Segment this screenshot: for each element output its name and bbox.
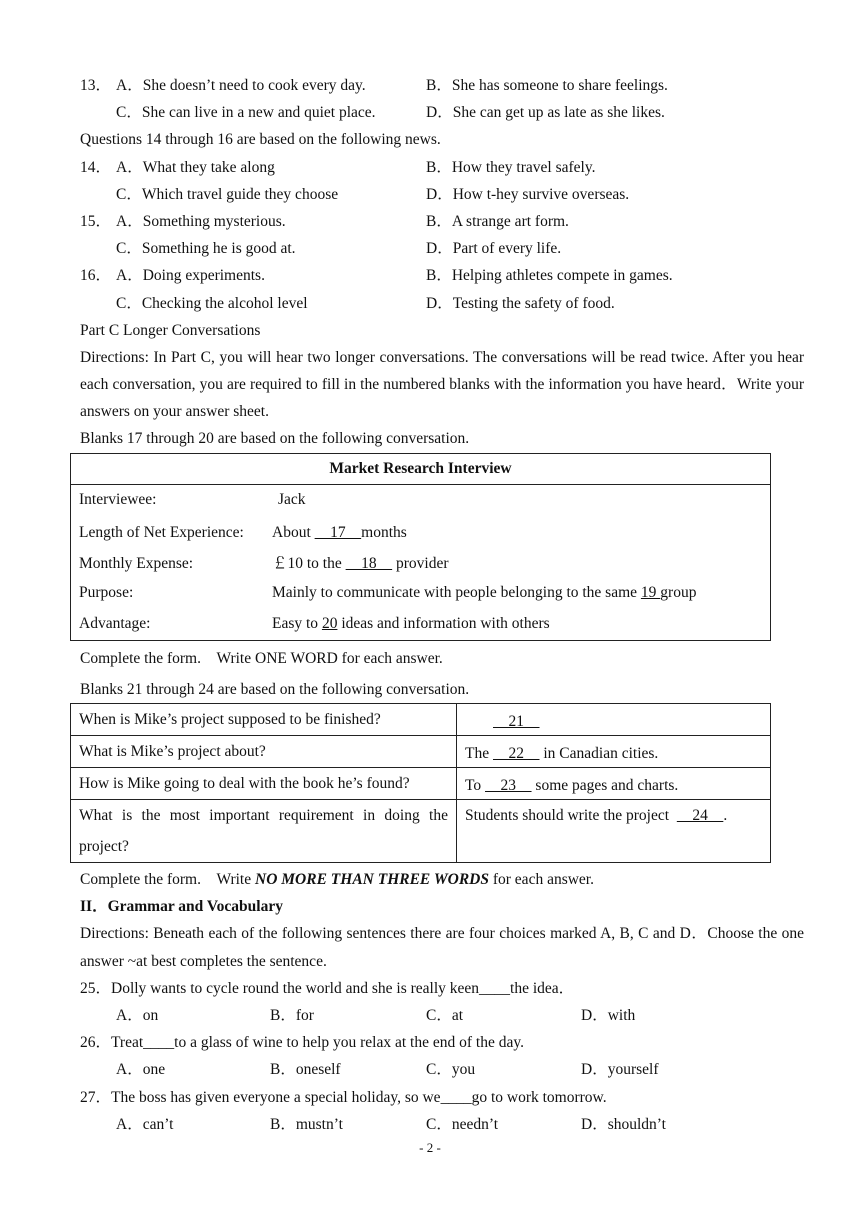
option-d: D．shouldn’t xyxy=(581,1115,666,1133)
table-row xyxy=(71,736,771,768)
option-d: D．with xyxy=(581,1006,636,1024)
section-intro: Blanks 21 through 24 are based on the following conversation. xyxy=(80,680,470,698)
answer-text: The xyxy=(465,744,490,762)
option-c: C．Checking the alcohol level xyxy=(116,294,308,312)
row-value: months xyxy=(361,524,407,542)
blank-22: 22 xyxy=(492,744,540,762)
answer-text: in Canadian cities. xyxy=(543,744,659,762)
instruction-text: for each answer. xyxy=(492,871,594,889)
blank-17: 17 xyxy=(314,524,362,542)
blank-23: 23 xyxy=(485,776,532,794)
option-a: A．What they take along xyxy=(116,158,275,176)
question-cell: What is Mike’s project about? xyxy=(71,736,457,768)
option-a: A．Doing experiments. xyxy=(116,267,265,285)
section-intro: Questions 14 through 16 are based on the following news. xyxy=(80,131,441,149)
part-c-directions: Directions: In Part C, you will hear two longer conversations. The conversations will be read twice. After you hear each conversation, you are required to fill in the numbered blanks with the information you have heard．Write your answers on your answer sheet. xyxy=(80,348,804,421)
section-intro: Blanks 17 through 20 are based on the following conversation. xyxy=(80,430,470,448)
mike-project-table xyxy=(70,703,771,863)
row-value: group xyxy=(660,584,697,602)
stem-text: go to work tomorrow. xyxy=(471,1088,607,1106)
question-number: 13． xyxy=(80,77,112,94)
blank-18: 18 xyxy=(345,555,393,573)
market-research-table xyxy=(70,453,771,641)
form-instruction xyxy=(80,866,804,893)
question-cell: How is Mike going to deal with the book he’s found? xyxy=(71,768,457,800)
question-14-row-1 xyxy=(80,154,804,181)
stem-text: to a glass of wine to help you relax at the end of the day. xyxy=(174,1034,524,1052)
option-d: D．She can get up as late as she likes. xyxy=(426,104,665,122)
row-value: Mainly to communicate with people belonging to the same xyxy=(272,584,638,602)
table-row xyxy=(71,609,771,641)
question-26-stem xyxy=(80,1029,804,1056)
option-b: B．A strange art form. xyxy=(426,212,569,230)
question-number: 16． xyxy=(80,267,112,285)
row-value: ideas and information with others xyxy=(341,615,550,633)
answer-text: . xyxy=(723,807,728,825)
answer-blank: ____ xyxy=(479,979,511,997)
stem-text: the idea． xyxy=(510,979,575,997)
answer-text: To xyxy=(465,776,482,794)
question-13-row-2 xyxy=(80,99,804,126)
table-row xyxy=(71,516,771,547)
row-label: Advantage: xyxy=(79,615,151,633)
option-a: A．on xyxy=(116,1006,159,1024)
stem-text: 26．Treat xyxy=(80,1034,144,1052)
question-26-options xyxy=(80,1056,804,1083)
question-13-row-1 xyxy=(80,72,804,99)
question-15-row-1 xyxy=(80,208,804,235)
table-row xyxy=(71,547,771,578)
row-label: Length of Net Experience: xyxy=(79,524,244,542)
option-b: B．Helping athletes compete in games. xyxy=(426,267,673,285)
option-c: C．Which travel guide they choose xyxy=(116,185,339,203)
part-c-title: Part C Longer Conversations xyxy=(80,321,261,339)
row-label: Monthly Expense: xyxy=(79,555,194,573)
row-value: About xyxy=(272,524,311,542)
row-value: ￡10 to the xyxy=(272,555,342,573)
answer-text: some pages and charts. xyxy=(535,776,679,794)
blank-19: 19 xyxy=(640,584,661,602)
section-2-directions: Directions: Beneath each of the following sentences there are four choices marked A, B, C and D．Choose the one answer ~at best completes the sentence. xyxy=(80,925,804,970)
table-row xyxy=(71,704,771,736)
option-b: B．oneself xyxy=(270,1061,341,1079)
question-14-row-2 xyxy=(80,181,804,208)
table-row xyxy=(71,578,771,609)
table-row xyxy=(71,484,771,516)
option-d: D．yourself xyxy=(581,1061,659,1079)
section-2-title: II．Grammar and Vocabulary xyxy=(80,898,283,916)
blank-24: 24 xyxy=(676,807,724,825)
option-c: C．She can live in a new and quiet place. xyxy=(116,104,376,122)
question-cell: When is Mike’s project supposed to be finished? xyxy=(71,704,457,736)
question-15-row-2 xyxy=(80,235,804,262)
table-title: Market Research Interview xyxy=(71,453,771,484)
option-c: C．at xyxy=(426,1006,464,1024)
page-number: - 2 - xyxy=(419,1140,441,1155)
option-d: D．Testing the safety of food. xyxy=(426,294,615,312)
option-b: B．for xyxy=(270,1006,314,1024)
question-cell: What is the most important requirement in doing the project? xyxy=(71,800,457,863)
answer-cell xyxy=(457,736,771,768)
document-page xyxy=(80,72,804,1138)
question-25-stem xyxy=(80,975,804,1002)
option-c: C．you xyxy=(426,1061,476,1079)
option-a: A．can’t xyxy=(116,1115,174,1133)
answer-blank: ____ xyxy=(143,1034,175,1052)
row-value: Jack xyxy=(278,491,306,509)
question-27-stem xyxy=(80,1084,804,1111)
answer-cell xyxy=(457,768,771,800)
question-16-row-2 xyxy=(80,290,804,317)
form-instruction: Complete the form. Write ONE WORD for each answer. xyxy=(80,649,443,667)
answer-blank: ____ xyxy=(440,1088,472,1106)
question-number: 15． xyxy=(80,212,112,230)
stem-text: 25．Dolly wants to cycle round the world and she is really keen xyxy=(80,979,480,997)
option-a: A．one xyxy=(116,1061,166,1079)
table-header-row xyxy=(71,453,771,484)
stem-text: 27．The boss has given everyone a special holiday, so we xyxy=(80,1088,441,1106)
question-16-row-1 xyxy=(80,262,804,289)
instruction-emphasis: NO MORE THAN THREE WORDS xyxy=(255,871,489,889)
instruction-text: Complete the form. Write xyxy=(80,871,252,889)
row-value: Easy to xyxy=(272,615,319,633)
option-d: D．How t-hey survive overseas. xyxy=(426,185,630,203)
question-27-options xyxy=(80,1111,804,1138)
blank-21: 21 xyxy=(493,712,540,730)
answer-cell xyxy=(457,704,771,736)
blank-20: 20 xyxy=(321,615,338,633)
table-row xyxy=(71,768,771,800)
option-c: C．needn’t xyxy=(426,1115,499,1133)
option-c: C．Something he is good at. xyxy=(116,240,296,258)
table-row xyxy=(71,800,771,863)
question-number: 14． xyxy=(80,158,112,176)
option-d: D．Part of every life. xyxy=(426,240,562,258)
option-b: B．mustn’t xyxy=(270,1115,343,1133)
row-label: Purpose: xyxy=(79,584,134,602)
option-b: B．She has someone to share feelings. xyxy=(426,77,668,94)
answer-text: Students should write the project xyxy=(465,807,670,825)
option-a: A．Something mysterious. xyxy=(116,212,286,230)
question-25-options xyxy=(80,1002,804,1029)
option-a: A．She doesn’t need to cook every day. xyxy=(116,77,366,94)
answer-cell xyxy=(457,800,771,863)
option-b: B．How they travel safely. xyxy=(426,158,596,176)
row-label: Interviewee: xyxy=(79,491,157,509)
row-value: provider xyxy=(396,555,449,573)
